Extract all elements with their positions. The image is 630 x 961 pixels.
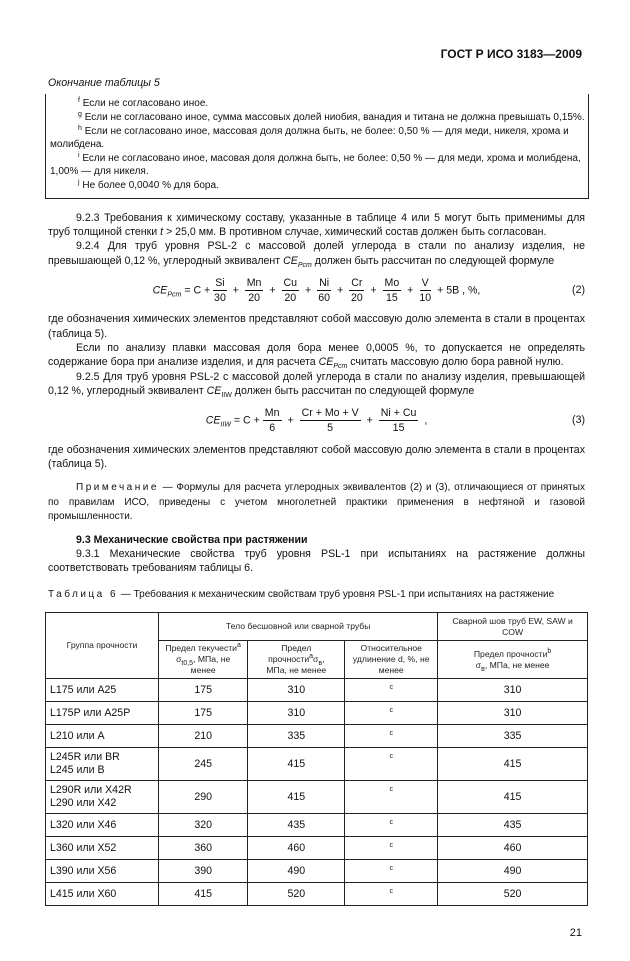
col-weld-tensile: Предел прочности$^b$ $\sigma_в$, МПа, не менее: [438, 641, 588, 679]
footnote: $^i$ Если не согласовано иное, масовая доля должна быть, не более: 0,50 % — для меди, хрома и молибдена, 1,00% — для никеля.: [50, 151, 581, 178]
fraction: $\frac{Mn}{20}$: [246, 276, 262, 304]
cell-weld-tensile: 490: [438, 860, 588, 883]
cell-group: L210 или A: [46, 725, 159, 748]
table-row: [46, 679, 588, 702]
cell-tensile: 310: [248, 702, 345, 725]
para-9-3-1: 9.3.1 Механические свойства труб уровня PSL-1 при испытаниях на растяжение должны соответствовать требованиям таблицы 6.: [48, 548, 585, 575]
cell-group: L175 или A25: [46, 679, 159, 702]
cell-weld-tensile: 310: [438, 702, 588, 725]
cell-elongation: c: [345, 679, 438, 702]
cell-group: L360 или X52: [46, 837, 159, 860]
col-body: Тело бесшовной или сварной трубы: [159, 613, 438, 641]
fraction: $\frac{V}{10}$: [419, 276, 432, 304]
section-9-3-heading: 9.3 Механические свойства при растяжении: [76, 533, 308, 546]
cell-yield: 245: [159, 748, 248, 781]
para-9-2-4: 9.2.4 Для труб уровня PSL-2 с массовой долей углерода в стали по анализу изделия, не превышающей 0,12 %, углеродный эквивалент $CE_{Pcm}$ должен быть рассчитан по следующей формуле: [48, 240, 585, 269]
fraction: $\frac{Si}{30}$: [214, 276, 226, 304]
col-weld: Сварной шов труб EW, SAW и COW: [438, 613, 588, 641]
footnote: $^j$ Не более 0,0040 % для бора.: [78, 178, 219, 191]
table5-footnotes: [45, 94, 589, 198]
equation-number: (2): [572, 283, 585, 296]
table-row: [46, 814, 588, 837]
col-tensile: Предел $прочности^a\sigma_в$, МПа, не менее: [248, 641, 345, 679]
para-boron: Если по анализу плавки массовая доля бора менее 0,0005 %, то допускается не определять содержание бора при анализе изделия, и для расчета $CE_{Pcm}$ считать массовую долю бора равной нулю.: [48, 342, 585, 371]
cell-weld-tensile: 520: [438, 883, 588, 906]
cell-elongation: c: [345, 748, 438, 781]
table-row: [46, 702, 588, 725]
where-text-1: где обозначения химических элементов представляют собой массовую долю элемента в стали в процентах (таблица 5).: [48, 313, 585, 340]
cell-yield: 175: [159, 702, 248, 725]
table-row: [46, 860, 588, 883]
equation-number: (3): [572, 414, 585, 427]
fraction: $\frac{Cr}{20}$: [350, 276, 363, 304]
cell-weld-tensile: 335: [438, 725, 588, 748]
fraction: $\frac{Ni + Cu}{15}$: [380, 407, 417, 435]
cell-yield: 210: [159, 725, 248, 748]
col-elongation: Относительное удлинение d, %, не менее: [345, 641, 438, 679]
cell-elongation: c: [345, 814, 438, 837]
page-number: 21: [569, 927, 582, 940]
footnote: $^f$ Если не согласовано иное.: [78, 97, 209, 110]
cell-group: L175P или A25P: [46, 702, 159, 725]
table-row: [46, 781, 588, 814]
footnote: $^h$ Если не согласовано иное, массовая доля должна быть, не более: 0,50 % — для меди, никеля, хрома и молибдена.: [50, 124, 569, 151]
cell-group: L320 или X46: [46, 814, 159, 837]
fraction: $\frac{Cu}{20}$: [283, 276, 298, 304]
table-row: [46, 883, 588, 906]
cell-yield: 360: [159, 837, 248, 860]
para-9-2-3: 9.2.3 Требования к химическому составу, указанные в таблице 4 или 5 могут быть применимы для труб толщиной стенки t > 25,0 мм. В противном случае, химический состав должен быть согласован.: [48, 211, 585, 238]
col-yield: Предел текучести$^a$ $\sigma_{t0,5}$, МПа, не менее: [159, 641, 248, 679]
cell-group: L245R или BR L245 или B: [46, 748, 159, 781]
formula-2: $CE_{Pcm} = C$ + $\frac{Si}{30}$ + $\frac{Mn}{20}$ + $\frac{Cu}{20}$ + $\frac{Ni}{60}$ + $\frac{Cr}{20}$ + $\frac{Mo}{15}$ + $\frac{V}{10}$ + 5B , %, (2): [152, 276, 585, 304]
cell-tensile: 460: [248, 837, 345, 860]
footnote: $^g$ Если не согласовано иное, сумма массовых долей ниобия, ванадия и титана не должна превышать 0,15%.: [78, 111, 585, 123]
cell-yield: 175: [159, 679, 248, 702]
fraction: $\frac{Ni}{60}$: [318, 276, 331, 304]
cell-tensile: 490: [248, 860, 345, 883]
col-group: Группа прочности: [46, 613, 159, 679]
cell-tensile: 415: [248, 781, 345, 814]
table6-mechanical-properties: [45, 612, 588, 906]
table-row: [46, 725, 588, 748]
cell-weld-tensile: 435: [438, 814, 588, 837]
table-row: [46, 837, 588, 860]
cell-yield: 415: [159, 883, 248, 906]
cell-elongation: c: [345, 837, 438, 860]
cell-elongation: c: [345, 725, 438, 748]
cell-tensile: 520: [248, 883, 345, 906]
table-continuation-label: Окончание таблицы 5: [48, 77, 160, 89]
cell-elongation: c: [345, 860, 438, 883]
cell-group: L415 или X60: [46, 883, 159, 906]
cell-yield: 390: [159, 860, 248, 883]
cell-group: L390 или X56: [46, 860, 159, 883]
fraction: $\frac{Mn}{6}$: [264, 407, 280, 435]
cell-tensile: 310: [248, 679, 345, 702]
cell-yield: 320: [159, 814, 248, 837]
cell-tensile: 435: [248, 814, 345, 837]
standard-header: ГОСТ Р ИСО 3183—2009: [440, 47, 582, 61]
cell-weld-tensile: 415: [438, 781, 588, 814]
formula-3: $CE_{IIW} = C$ + $\frac{Mn}{6}$ + $\frac{Cr + Mo + V}{5}$ + $\frac{Ni + Cu}{15}$ , (3): [205, 407, 585, 435]
cell-tensile: 415: [248, 748, 345, 781]
table6-caption: Таблица 6 — Требования к механическим свойствам труб уровня PSL-1 при испытаниях на растяжение: [48, 588, 555, 600]
note: Примечание — Формулы для расчета углеродных эквивалентов (2) и (3), отличающиеся от принятых по правилам ИСО, приведены с учетом многолетней практики применения в нефтяной и газовой промышленности.: [48, 482, 585, 523]
cell-group: L290R или X42R L290 или X42: [46, 781, 159, 814]
para-9-2-5: 9.2.5 Для труб уровня PSL-2 с массовой долей углерода в стали по анализу изделия, превышающей 0,12 %, углеродный эквивалент $CE_{IIW}$ должен быть рассчитан по следующей формуле: [48, 370, 585, 400]
cell-weld-tensile: 415: [438, 748, 588, 781]
cell-weld-tensile: 310: [438, 679, 588, 702]
fraction: $\frac{Cr + Mo + V}{5}$: [301, 407, 359, 435]
fraction: $\frac{Mo}{15}$: [384, 276, 400, 304]
cell-yield: 290: [159, 781, 248, 814]
cell-weld-tensile: 460: [438, 837, 588, 860]
table-row: [46, 748, 588, 781]
cell-elongation: c: [345, 702, 438, 725]
cell-elongation: c: [345, 883, 438, 906]
cell-tensile: 335: [248, 725, 345, 748]
where-text-2: где обозначения химических элементов представляют собой массовую долю элемента в стали в процентах (таблица 5).: [48, 443, 585, 471]
body-text: [48, 211, 585, 603]
cell-elongation: c: [345, 781, 438, 814]
